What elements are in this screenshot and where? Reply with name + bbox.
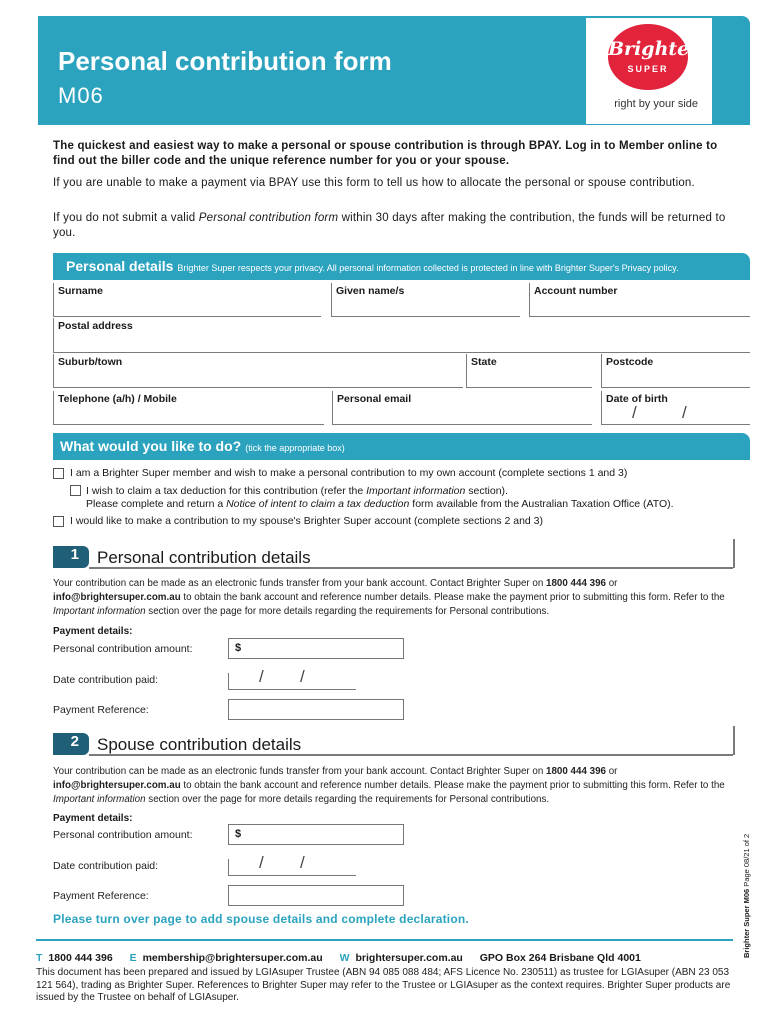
options-bar <box>53 433 750 460</box>
tax-deduction-checkbox[interactable] <box>70 485 81 496</box>
section-1-reference-input[interactable] <box>228 699 404 720</box>
section-2-title: Spouse contribution details <box>97 735 302 754</box>
contact-web[interactable]: brightersuper.com.au <box>355 952 463 964</box>
options-title: What would you like to do? <box>60 438 242 454</box>
own-account-checkbox[interactable] <box>53 468 64 479</box>
spouse-account-label: I would like to make a contribution to my spouse's Brighter Super account (complete sections 2 and 3) <box>70 515 543 527</box>
section-1-badge: 1 <box>53 546 89 568</box>
form-title: Personal contribution form <box>58 46 392 76</box>
options-note: (tick the appropriate box) <box>245 443 345 453</box>
given-names-field[interactable]: Given name/s <box>331 283 520 317</box>
section-1-rule-end <box>733 539 735 568</box>
tax-deduction-note: Please complete and return a Notice of intent to claim a tax deduction form available from the Australian Taxation Office (ATO). <box>86 498 674 510</box>
email-field[interactable]: Personal email <box>332 391 592 425</box>
account-number-field[interactable]: Account number <box>529 283 750 317</box>
personal-details-title: Personal details <box>66 258 174 274</box>
section-2-date-edge <box>228 859 229 875</box>
postal-address-field[interactable]: Postal address <box>53 318 750 353</box>
personal-details-bar <box>53 253 750 280</box>
logo-circle <box>608 24 700 90</box>
section-1-amount-input[interactable] <box>228 638 404 659</box>
section-2-date-label: Date contribution paid: <box>53 860 159 872</box>
turn-over-note: Please turn over page to add spouse details and complete declaration. <box>53 912 469 926</box>
date-slash: / <box>259 667 264 686</box>
contact-address: GPO Box 264 Brisbane Qld 4001 <box>479 952 641 964</box>
section-2-payment-details: Payment details: <box>53 813 133 824</box>
contact-row <box>36 952 641 964</box>
page-side-label: Brighter Super M06 Page 08/21 of 2 <box>742 833 751 958</box>
date-slash: / <box>300 853 305 872</box>
logo-word: Brighter <box>608 38 700 60</box>
section-2-reference-input[interactable] <box>228 885 404 906</box>
own-account-label: I am a Brighter Super member and wish to make a personal contribution to my own account (complete sections 1 and 3) <box>70 467 628 479</box>
section-2-reference-label: Payment Reference: <box>53 890 149 902</box>
section-2-rule <box>89 754 733 756</box>
spouse-account-checkbox[interactable] <box>53 516 64 527</box>
disclaimer: This document has been prepared and issued by LGIAsuper Trustee (ABN 94 085 088 484; AFS Licence No. 230511) as trustee for LGIAsuper (ABN 23 053 121 564), trading as Brighter Super. References to Brighter Super may refer to the Trustee or LGIAsuper as the context requires. Brighter Super products are issued by the Trustee on behalf of LGIAsuper. <box>36 967 731 1003</box>
form-code: M06 <box>58 83 104 108</box>
privacy-note: Brighter Super respects your privacy. All personal information collected is protected in line with Brighter Super's Privacy policy. <box>177 263 679 273</box>
section-1-amount-label: Personal contribution amount: <box>53 643 193 655</box>
section-1-date-edge <box>228 673 229 689</box>
brand-logo <box>586 18 712 124</box>
section-2-rule-end <box>733 726 735 755</box>
section-1-title: Personal contribution details <box>97 548 311 567</box>
intro-bpay: The quickest and easiest way to make a personal or spouse contribution is through BPAY. Log in to Member online to find out the biller code and the unique reference number for you or your spouse. <box>53 140 718 167</box>
web-key: W <box>339 952 350 964</box>
surname-field[interactable]: Surname <box>53 283 321 317</box>
dob-field[interactable]: Date of birth / / <box>601 391 750 425</box>
phone-key: T <box>36 952 43 964</box>
section-1-rule <box>89 567 733 569</box>
section-2-instructions: Your contribution can be made as an electronic funds transfer from your bank account. Contact Brighter Super on 1800 444 396 or info@brightersuper.com.au to obtain the bank account and reference number details. Please make the payment prior to submitting this form. Refer to the Important information section over the page for more details regarding the requirements for Personal contributions. <box>53 766 725 805</box>
section-2-date-input[interactable] <box>228 875 356 876</box>
suburb-field[interactable]: Suburb/town <box>53 354 463 388</box>
footer-rule <box>36 939 733 941</box>
currency-symbol: $ <box>235 642 242 654</box>
postcode-field[interactable]: Postcode <box>601 354 750 388</box>
state-field[interactable]: State <box>466 354 592 388</box>
section-2-amount-label: Personal contribution amount: <box>53 829 193 841</box>
currency-symbol: $ <box>235 828 242 840</box>
logo-tagline: right by your side <box>614 98 698 110</box>
section-1-date-label: Date contribution paid: <box>53 674 159 686</box>
intro-deadline: If you do not submit a valid Personal contribution form within 30 days after making the contribution, the funds will be returned to you. <box>53 212 726 239</box>
contact-email[interactable]: membership@brightersuper.com.au <box>142 952 323 964</box>
logo-super: SUPER <box>627 64 669 74</box>
email-key: E <box>129 952 137 964</box>
section-2-badge: 2 <box>53 733 89 755</box>
section-1-instructions: Your contribution can be made as an electronic funds transfer from your bank account. Contact Brighter Super on 1800 444 396 or info@brightersuper.com.au to obtain the bank account and reference number details. Please make the payment prior to submitting this form. Refer to the Important information section over the page for more details regarding the requirements for Personal contributions. <box>53 578 725 617</box>
section-1-payment-details: Payment details: <box>53 626 133 637</box>
telephone-field[interactable]: Telephone (a/h) / Mobile <box>53 391 324 425</box>
section-1-date-input[interactable] <box>228 689 356 690</box>
date-slash: / <box>300 667 305 686</box>
dob-slash: / <box>632 403 637 422</box>
tax-deduction-label: I wish to claim a tax deduction for this contribution (refer the Important information section). <box>86 485 508 497</box>
contact-phone: 1800 444 396 <box>48 952 113 964</box>
section-2-amount-input[interactable] <box>228 824 404 845</box>
section-1-reference-label: Payment Reference: <box>53 704 149 716</box>
date-slash: / <box>259 853 264 872</box>
dob-slash: / <box>682 403 687 422</box>
intro-form-use: If you are unable to make a payment via BPAY use this form to tell us how to allocate the personal or spouse contribution. <box>53 177 695 189</box>
